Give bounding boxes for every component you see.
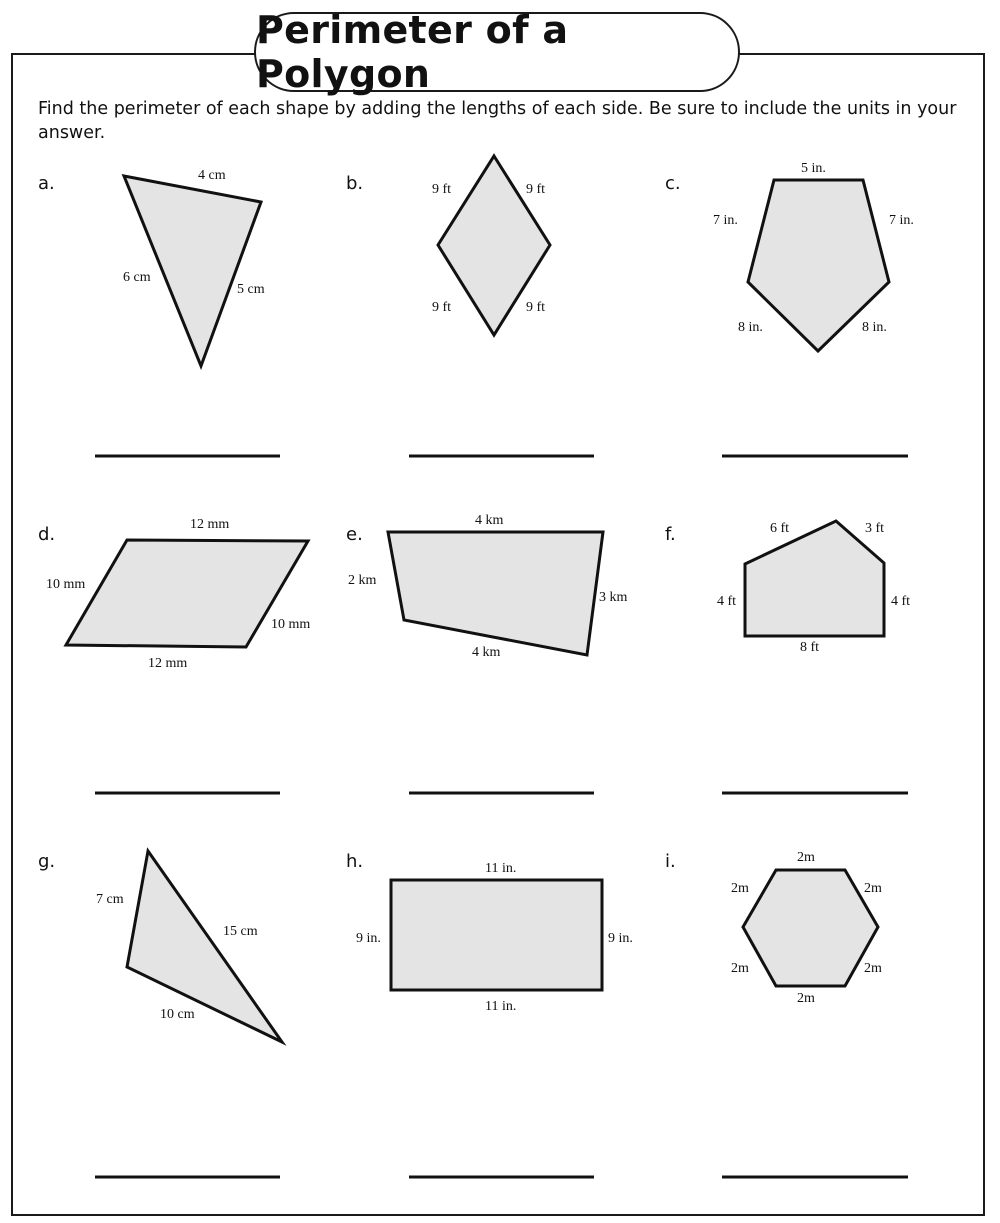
side-label: 2 km	[348, 573, 377, 588]
side-label: 3 ft	[865, 521, 885, 536]
problem-g	[38, 851, 282, 1177]
house-pentagon-shape	[745, 521, 884, 636]
side-label: 9 ft	[432, 300, 452, 315]
side-label: 4 km	[475, 513, 504, 528]
side-label: 6 cm	[123, 270, 151, 285]
problem-h	[346, 851, 633, 1177]
side-label: 12 mm	[190, 517, 230, 532]
side-label: 4 cm	[198, 168, 226, 183]
side-label: 4 km	[472, 645, 501, 660]
side-label: 8 in.	[738, 320, 763, 335]
problem-a	[38, 168, 280, 456]
side-label: 9 in.	[356, 931, 381, 946]
side-label: 10 cm	[160, 1007, 195, 1022]
problem-letter: c.	[665, 173, 681, 194]
side-label: 2m	[731, 961, 749, 976]
side-label: 7 in.	[713, 213, 738, 228]
problem-b	[346, 156, 594, 456]
side-label: 11 in.	[485, 861, 517, 876]
side-label: 8 in.	[862, 320, 887, 335]
side-label: 3 km	[599, 590, 628, 605]
side-label: 2m	[864, 881, 882, 896]
side-label: 11 in.	[485, 999, 517, 1014]
problem-f	[665, 521, 910, 793]
problem-letter: h.	[346, 851, 364, 872]
side-label: 2m	[797, 850, 815, 865]
problem-letter: a.	[38, 173, 55, 194]
problem-e	[346, 513, 628, 793]
problem-letter: f.	[665, 524, 676, 545]
problem-letter: b.	[346, 173, 364, 194]
problem-letter: d.	[38, 524, 56, 545]
problem-letter: e.	[346, 524, 363, 545]
side-label: 2m	[731, 881, 749, 896]
side-label: 9 ft	[526, 182, 546, 197]
side-label: 15 cm	[223, 924, 258, 939]
side-label: 9 ft	[432, 182, 452, 197]
side-label: 10 mm	[46, 577, 86, 592]
problem-c	[665, 161, 914, 456]
rectangle-shape	[391, 880, 602, 990]
side-label: 2m	[864, 961, 882, 976]
instructions-text: Find the perimeter of each shape by adding the lengths of each side. Be sure to include the units in your answer.	[38, 99, 957, 143]
side-label: 10 mm	[271, 617, 311, 632]
side-label: 4 ft	[717, 594, 737, 609]
side-label: 7 in.	[889, 213, 914, 228]
side-label: 8 ft	[800, 640, 820, 655]
problem-letter: i.	[665, 851, 676, 872]
triangle-shape	[127, 851, 282, 1042]
problem-i	[665, 850, 908, 1177]
side-label: 5 cm	[237, 282, 265, 297]
page-title: Perimeter of a Polygon	[256, 8, 569, 96]
side-label: 6 ft	[770, 521, 790, 536]
hexagon-shape	[743, 870, 878, 986]
side-label: 12 mm	[148, 656, 188, 671]
side-label: 2m	[797, 991, 815, 1006]
problem-letter: g.	[38, 851, 56, 872]
side-label: 7 cm	[96, 892, 124, 907]
side-label: 4 ft	[891, 594, 911, 609]
side-label: 9 in.	[608, 931, 633, 946]
problem-d	[38, 517, 310, 793]
quadrilateral-shape	[388, 532, 603, 655]
side-label: 5 in.	[801, 161, 826, 176]
side-label: 9 ft	[526, 300, 546, 315]
